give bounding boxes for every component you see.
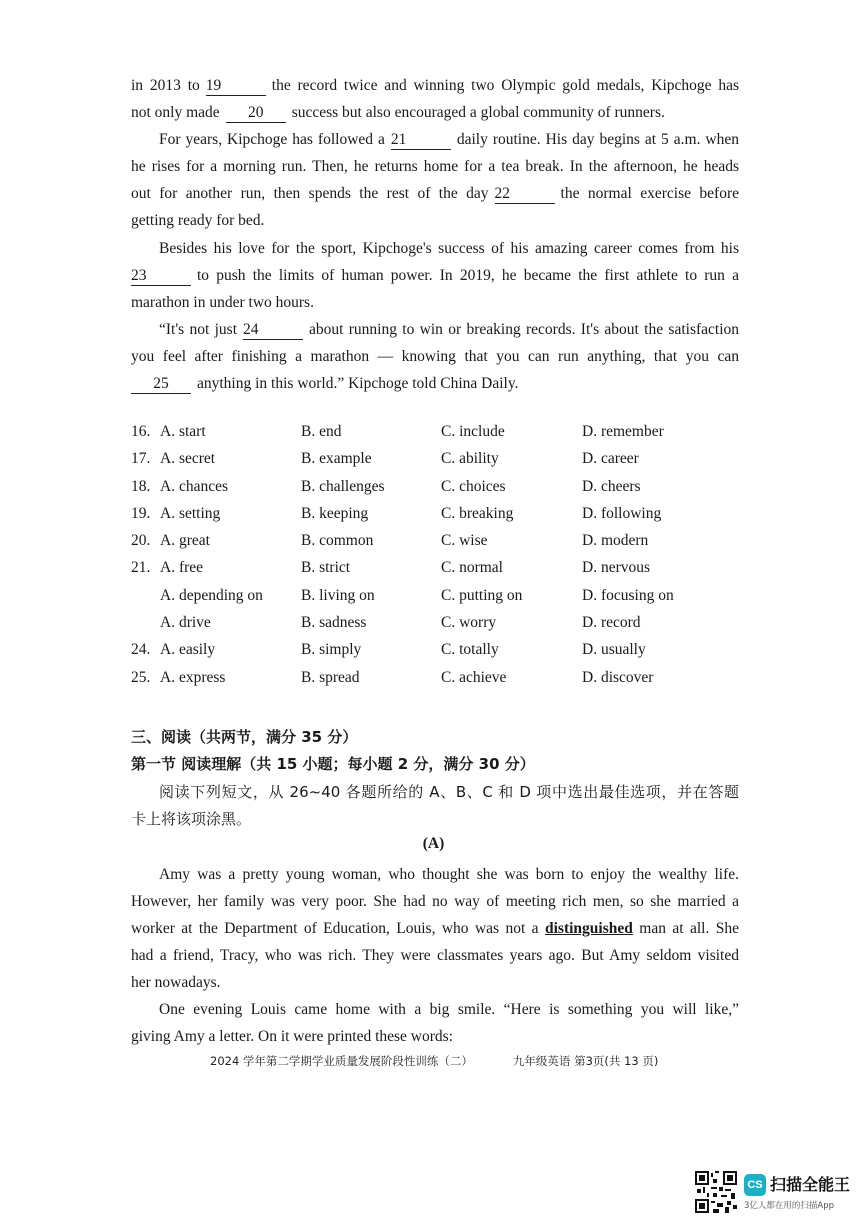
option-row: 20. A. great B. common C. wise D. modern bbox=[131, 532, 649, 550]
passage-a bbox=[131, 861, 739, 1050]
footer-page-info: 九年级英语 第3页(共 13 页) bbox=[512, 1054, 659, 1068]
option-row: A. depending on B. living on C. putting on D. focusing on bbox=[160, 586, 674, 604]
passage-line: 25 anything in this world.” Kipchoge told China Daily. bbox=[131, 370, 739, 397]
option-row: 17. A. secret B. example C. ability D. career bbox=[131, 450, 639, 468]
blank-19: 19 bbox=[206, 77, 266, 96]
passage-line: getting ready for bed. bbox=[131, 212, 265, 229]
option-row: A. drive B. sadness C. worry D. record bbox=[160, 614, 641, 632]
blank-23: 23 bbox=[131, 267, 191, 286]
passage-line: However, her family was very poor. She had no way of meeting rich men, so she married a bbox=[131, 893, 739, 910]
passage-line: Amy was a pretty young woman, who thought she was born to enjoy the wealthy life. bbox=[159, 866, 739, 883]
scanner-tagline: 3亿人都在用的扫描App bbox=[744, 1201, 835, 1211]
footer-exam-title: 2024 学年第二学期学业质量发展阶段性训练（二） bbox=[210, 1054, 473, 1068]
vocab-word: distinguished bbox=[544, 920, 633, 937]
passage-line: not only made 20 success but also encouraged a global community of runners. bbox=[131, 104, 665, 121]
passage-line: you feel after finishing a marathon — knowing that you can run anything, that you can bbox=[131, 348, 739, 365]
option-row: 21. A. free B. strict C. normal D. nervous bbox=[131, 559, 651, 577]
instructions bbox=[131, 779, 739, 833]
passage-line: giving Amy a letter. On it were printed these words: bbox=[131, 1028, 453, 1045]
passage-paragraph-3 bbox=[131, 235, 739, 316]
passage-line: her nowadays. bbox=[131, 974, 221, 991]
blank-25: 25 bbox=[131, 375, 191, 394]
cloze-options bbox=[131, 423, 751, 696]
instructions-line: 阅读下列短文，从 26~40 各题所给的 A、B、C 和 D 项中选出最佳选项，并在答题 bbox=[159, 783, 739, 801]
section-subtitle: 第一节 阅读理解（共 15 小题；每小题 2 分，满分 30 分） bbox=[131, 755, 535, 773]
camscanner-logo-icon: CS bbox=[744, 1174, 766, 1196]
passage-paragraph-4 bbox=[131, 316, 739, 397]
option-row: 24. A. easily B. simply C. totally D. usually bbox=[131, 641, 646, 659]
blank-20: 20 bbox=[226, 104, 286, 123]
passage-line: worker at the Department of Education, Louis, who was not a distinguished man at all. She bbox=[131, 920, 740, 937]
passage-line: “It's not just 24 about running to win or breaking records. It's about the satisfaction bbox=[159, 321, 740, 338]
passage-line: in 2013 to 19 the record twice and winning two Olympic gold medals, Kipchoge has bbox=[131, 77, 739, 94]
scanner-app-name: 扫描全能王 bbox=[770, 1175, 851, 1194]
section-title: 三、阅读（共两节，满分 35 分） bbox=[131, 728, 358, 746]
passage-line: out for another run, then spends the rest of the day 22 the normal exercise before bbox=[131, 185, 739, 202]
passage-line: had a friend, Tracy, who was rich. They were classmates years ago. But Amy seldom visited bbox=[131, 947, 739, 964]
passage-line: For years, Kipchoge has followed a 21 daily routine. His day begins at 5 a.m. when bbox=[159, 131, 739, 148]
passage-paragraph-2 bbox=[131, 126, 739, 234]
option-row: 19. A. setting B. keeping C. breaking D. following bbox=[131, 504, 662, 522]
option-row: 18. A. chances B. challenges C. choices D. cheers bbox=[131, 477, 641, 495]
blank-24: 24 bbox=[243, 321, 303, 340]
passage-line: he rises for a morning run. Then, he returns home for a tea break. In the afternoon, he heads bbox=[131, 158, 739, 175]
passage-line: Besides his love for the sport, Kipchoge's success of his amazing career comes from his bbox=[159, 240, 739, 257]
qr-code-icon bbox=[695, 1171, 737, 1213]
instructions-line: 卡上将该项涂黑。 bbox=[131, 810, 252, 828]
passage-line: 23 to push the limits of human power. In 2019, he became the first athlete to run a bbox=[131, 267, 739, 284]
blank-22: 22 bbox=[495, 185, 555, 204]
page-footer bbox=[210, 1053, 698, 1069]
option-row: 16. A. start B. end C. include D. remember bbox=[131, 423, 664, 440]
passage-paragraph-1 bbox=[131, 72, 739, 126]
blank-21: 21 bbox=[391, 131, 451, 150]
passage-line: marathon in under two hours. bbox=[131, 294, 314, 311]
passage-label: (A) bbox=[422, 835, 445, 852]
option-row: 25. A. express B. spread C. achieve D. discover bbox=[131, 668, 654, 686]
passage-line: One evening Louis came home with a big smile. “Here is something you will like,” bbox=[159, 1001, 739, 1018]
